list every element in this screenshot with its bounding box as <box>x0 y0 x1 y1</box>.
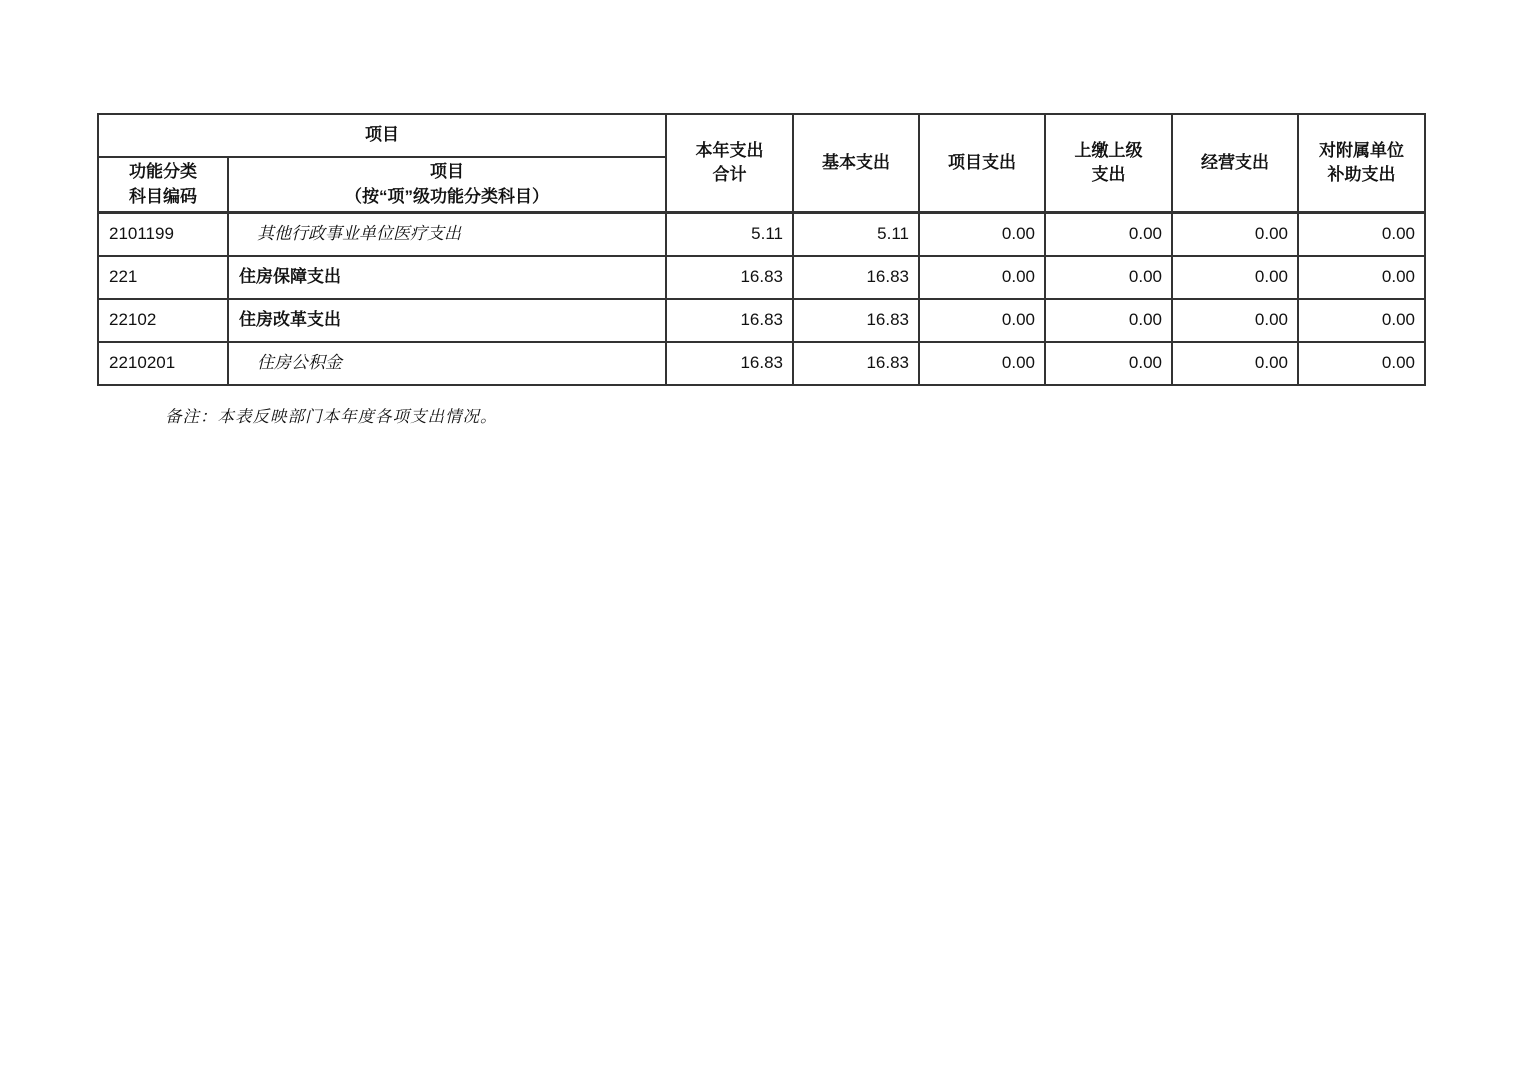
function-code-cell: 2101199 <box>98 213 228 256</box>
total-value-cell: 16.83 <box>666 342 793 385</box>
item-name-cell: 其他行政事业单位医疗支出 <box>228 213 666 256</box>
header-row-top <box>98 114 1425 157</box>
basic-value-cell: 16.83 <box>793 342 919 385</box>
col-header-upper-level: 上缴上级 支出 <box>1045 114 1172 213</box>
table-row <box>98 299 1425 342</box>
subsidy-value-cell: 0.00 <box>1298 213 1425 256</box>
upper-value-cell: 0.00 <box>1045 256 1172 299</box>
project-value-cell: 0.00 <box>919 342 1045 385</box>
item-name-cell: 住房公积金 <box>228 342 666 385</box>
basic-value-cell: 16.83 <box>793 256 919 299</box>
function-code-cell: 221 <box>98 256 228 299</box>
item-name-cell: 住房保障支出 <box>228 256 666 299</box>
upper-value-cell: 0.00 <box>1045 342 1172 385</box>
total-value-cell: 16.83 <box>666 256 793 299</box>
header-label: 项目 <box>365 125 399 145</box>
operating-value-cell: 0.00 <box>1172 256 1298 299</box>
col-header-item: 项目 （按“项”级功能分类科目） <box>228 157 666 213</box>
table-row <box>98 342 1425 385</box>
subsidy-value-cell: 0.00 <box>1298 299 1425 342</box>
table-row <box>98 256 1425 299</box>
expenditure-table <box>97 113 1426 386</box>
col-header-project-expense: 项目支出 <box>919 114 1045 213</box>
col-header-total: 本年支出 合计 <box>666 114 793 213</box>
project-value-cell: 0.00 <box>919 299 1045 342</box>
col-header-subsidy: 对附属单位 补助支出 <box>1298 114 1425 213</box>
total-value-cell: 5.11 <box>666 213 793 256</box>
subsidy-value-cell: 0.00 <box>1298 342 1425 385</box>
operating-value-cell: 0.00 <box>1172 299 1298 342</box>
function-code-cell: 22102 <box>98 299 228 342</box>
col-header-project-group <box>98 114 666 157</box>
operating-value-cell: 0.00 <box>1172 213 1298 256</box>
basic-value-cell: 5.11 <box>793 213 919 256</box>
table-row <box>98 213 1425 256</box>
upper-value-cell: 0.00 <box>1045 299 1172 342</box>
col-header-function-code: 功能分类 科目编码 <box>98 157 228 213</box>
footnote: 备注：本表反映部门本年度各项支出情况。 <box>165 407 498 426</box>
function-code-cell: 2210201 <box>98 342 228 385</box>
item-name-cell: 住房改革支出 <box>228 299 666 342</box>
basic-value-cell: 16.83 <box>793 299 919 342</box>
subsidy-value-cell: 0.00 <box>1298 256 1425 299</box>
upper-value-cell: 0.00 <box>1045 213 1172 256</box>
project-value-cell: 0.00 <box>919 256 1045 299</box>
project-value-cell: 0.00 <box>919 213 1045 256</box>
operating-value-cell: 0.00 <box>1172 342 1298 385</box>
total-value-cell: 16.83 <box>666 299 793 342</box>
col-header-operating: 经营支出 <box>1172 114 1298 213</box>
col-header-basic: 基本支出 <box>793 114 919 213</box>
